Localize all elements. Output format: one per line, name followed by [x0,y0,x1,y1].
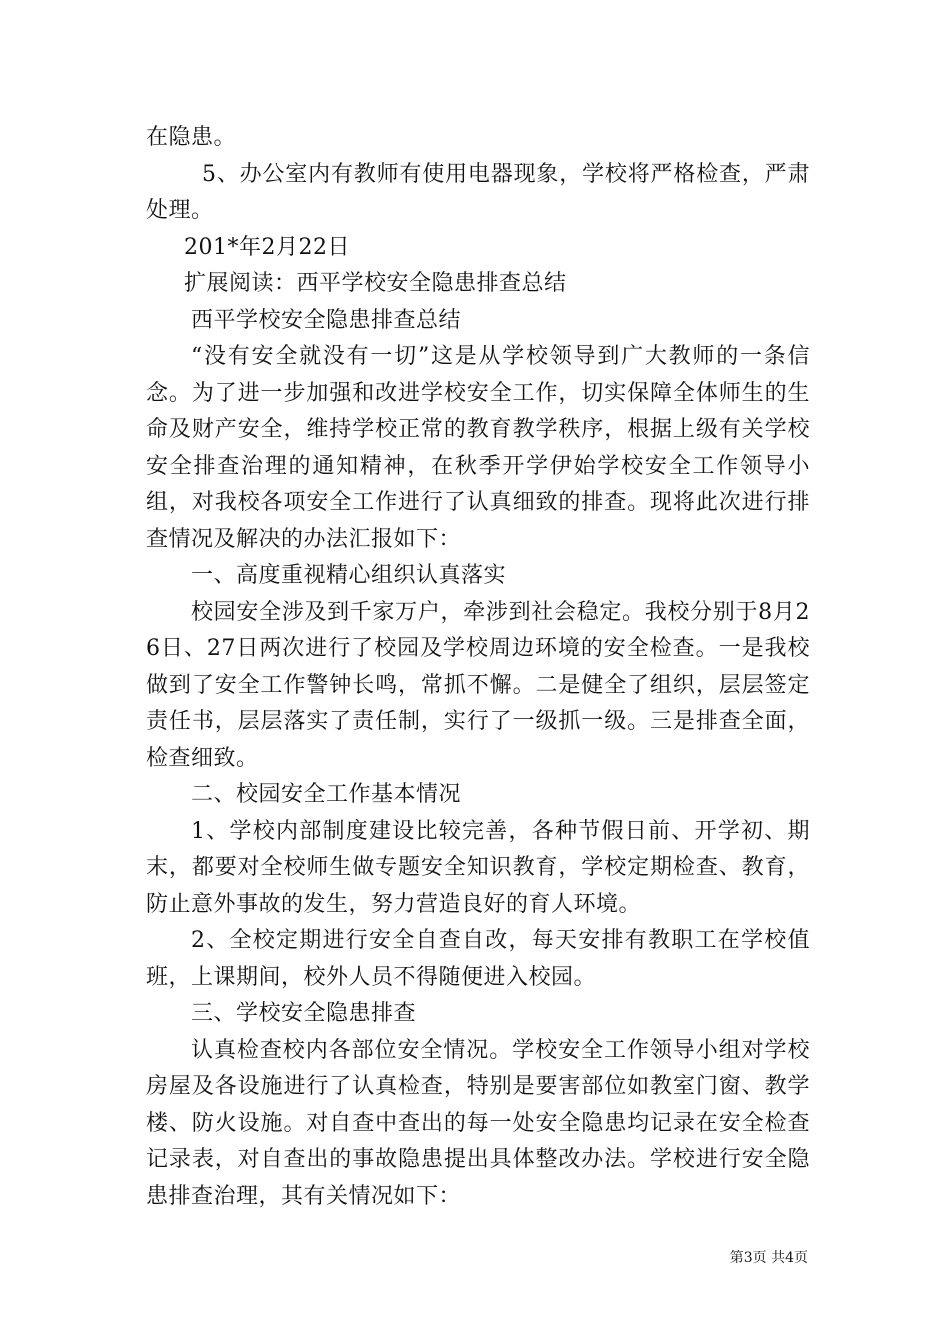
document-body [146,120,810,1215]
paragraph-part-3: 认真检查校内各部位安全情况。学校安全工作领导小组对学校房屋及各设施进行了认真检查，特别是要害部位如教室门窗、教学楼、防火设施。对自查中查出的每一处安全隐患均记录在安全检查记录表，对自查出的事故隐患提出具体整改办法。学校进行安全隐患排查治理，其有关情况如下： [146,1037,810,1209]
paragraph-part-1: 校园安全涉及到千家万户，牵涉到社会稳定。我校分别于8月26日、27日两次进行了校园及学校周边环境的安全检查。一是我校做到了安全工作警钟长鸣，常抓不懈。二是健全了组织，层层签定责任书，层层落实了责任制，实行了一级抓一级。三是排查全面，检查细致。 [146,599,810,771]
heading-part-2: 二、校园安全工作基本情况 [191,782,462,807]
page-number-footer: 第3页 共4页 [729,1250,808,1266]
paragraph-extended-reading: 扩展阅读：西平学校安全隐患排查总结 [184,271,567,296]
heading-part-1: 一、高度重视精心组织认真落实 [191,563,507,588]
paragraph-part-2-item-1: 1、学校内部制度建设比较完善，各种节假日前、开学初、期末，都要对全校师生做专题安全知识教育，学校定期检查、教育，防止意外事故的发生，努力营造良好的育人环境。 [146,818,810,917]
paragraph-continuation: 在隐患。 [146,125,237,150]
paragraph-intro: “没有安全就没有一切”这是从学校领导到广大教师的一条信念。为了进一步加强和改进学校安全工作，切实保障全体师生的生命及财产安全，维持学校正常的教育教学秩序，根据上级有关学校安全排查治理的通知精神，在秋季开学伊始学校安全工作领导小组，对我校各项安全工作进行了认真细致的排查。现将此次进行排查情况及解决的办法汇报如下： [146,344,810,552]
paragraph-part-2-item-2: 2、全校定期进行安全自查自改，每天安排有教职工在学校值班，上课期间，校外人员不得随便进入校园。 [146,928,810,990]
paragraph-date: 201*年2月22日 [184,234,350,260]
heading-part-3: 三、学校安全隐患排查 [191,1001,417,1026]
section-title: 西平学校安全隐患排查总结 [191,307,462,333]
paragraph-item-5: 5、办公室内有教师有使用电器现象，学校将严格检查，严肃处理。 [146,161,810,223]
